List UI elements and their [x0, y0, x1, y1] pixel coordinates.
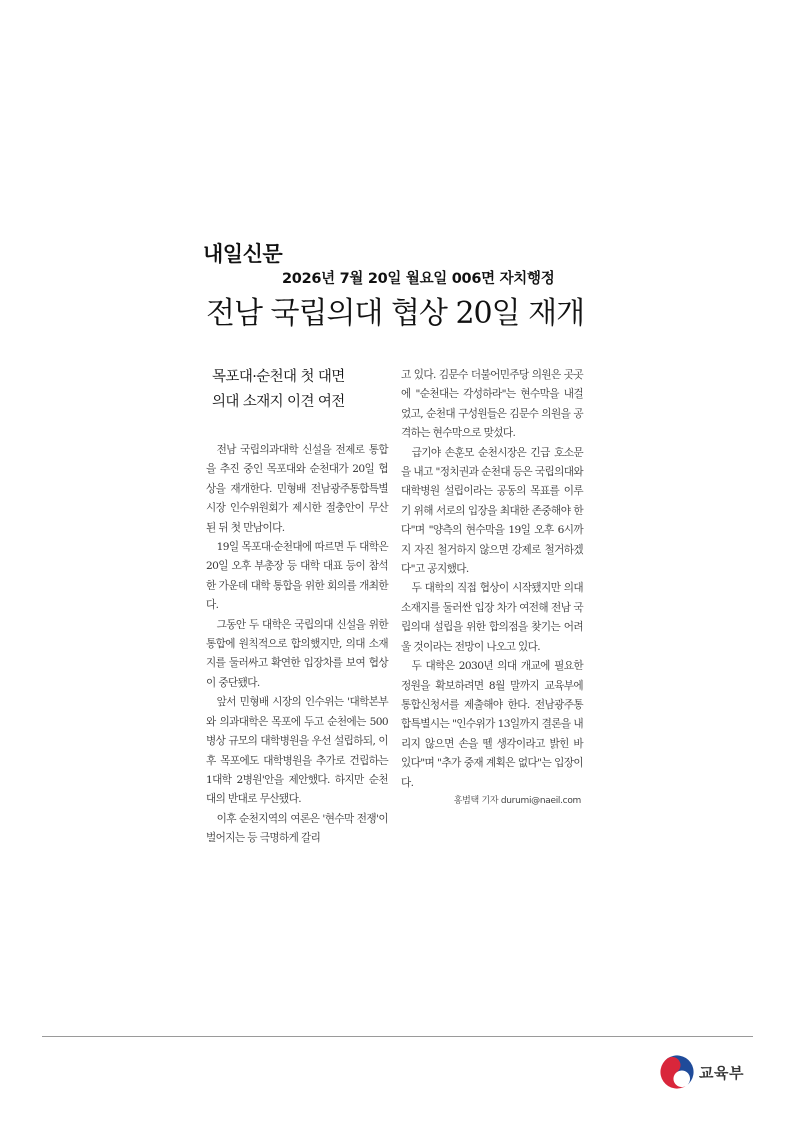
footer-divider	[42, 1036, 753, 1037]
article-paragraph: 두 대학의 직접 협상이 시작됐지만 의대 소재지를 둘러싼 입장 차가 여전해 전남 국립의대 설립을 위한 합의점을 찾기는 어려울 것이라는 전망이 나오고 있다.	[401, 582, 583, 653]
article-column-left	[206, 365, 388, 849]
ministry-name: 교육부	[699, 1063, 744, 1082]
article-column-right	[401, 366, 583, 811]
article-paragraph: 급기야 손훈모 순천시장은 긴급 호소문을 내고 "정치권과 순천대 등은 국립의대와 대학병원 설립이라는 공동의 목표를 이루기 위해 서로의 입장을 최대한 존중해야 한다"며 "양측의 현수막을 19일 오후 6시까지 자진 철거하지 않으면 강제로 철거하겠다"고 공지했다.	[401, 446, 583, 576]
subheadline-line-2: 의대 소재지 이견 여전	[212, 394, 345, 410]
article-paragraph: 고 있다. 김문수 더불어민주당 의원은 곳곳에 "순천대는 각성하라"는 현수막을 내걸었고, 순천대 구성원들은 김문수 의원을 공격하는 현수막으로 맞섰다.	[401, 369, 583, 440]
dateline: 2026년 7월 20일 월요일 006면 자치행정	[282, 271, 555, 287]
subheadline-line-1: 목포대·순천대 첫 대면	[212, 369, 345, 385]
article-paragraph: 이후 순천지역의 여론은 '현수막 전쟁'이 벌어지는 등 극명하게 갈리	[206, 812, 388, 845]
subheadline	[212, 365, 388, 415]
article-paragraph: 19일 목포대·순천대에 따르면 두 대학은 20일 오후 부총장 등 대학 대표 등이 참석한 가운데 대학 통합을 위한 회의를 개최한다.	[206, 541, 388, 612]
headline: 전남 국립의대 협상 20일 재개	[206, 296, 585, 331]
article-paragraph: 두 대학은 2030년 의대 개교에 필요한 정원을 확보하려면 8월 말까지 교육부에 통합신청서를 제출해야 한다. 전남광주통합특별시는 "인수위가 13일까지 결론을 내리지 않으면 손을 뗄 생각이라고 밝힌 바 있다"며 "추가 중재 계획은 없다"는 입장이다.	[401, 660, 583, 789]
article-paragraph: 전남 국립의과대학 신설을 전제로 통합을 추진 중인 목포대와 순천대가 20일 협상을 재개한다. 민형배 전남광주통합특별시장 인수위원회가 제시한 절충안이 무산된 뒤 첫 만남이다.	[206, 444, 388, 534]
article-paragraph: 앞서 민형배 시장의 인수위는 '대학본부와 의과대학은 목포에 두고 순천에는 500병상 규모의 대학병원을 우선 설립하되, 이후 목포에도 대학병원을 추가로 건립하는 1대학 2병원'안을 제안했다. 하지만 순천대의 반대로 무산됐다.	[206, 696, 388, 806]
newspaper-name: 내일신문	[203, 242, 283, 266]
ministry-logo	[659, 1054, 744, 1090]
byline: 홍범택 기자 durumi@naeil.com	[453, 795, 581, 806]
taegeuk-emblem-icon	[659, 1054, 695, 1090]
article-paragraph: 그동안 두 대학은 국립의대 신설을 위한 통합에 원칙적으로 합의했지만, 의대 소재지를 둘러싸고 확연한 입장차를 보여 협상이 중단됐다.	[206, 618, 388, 689]
